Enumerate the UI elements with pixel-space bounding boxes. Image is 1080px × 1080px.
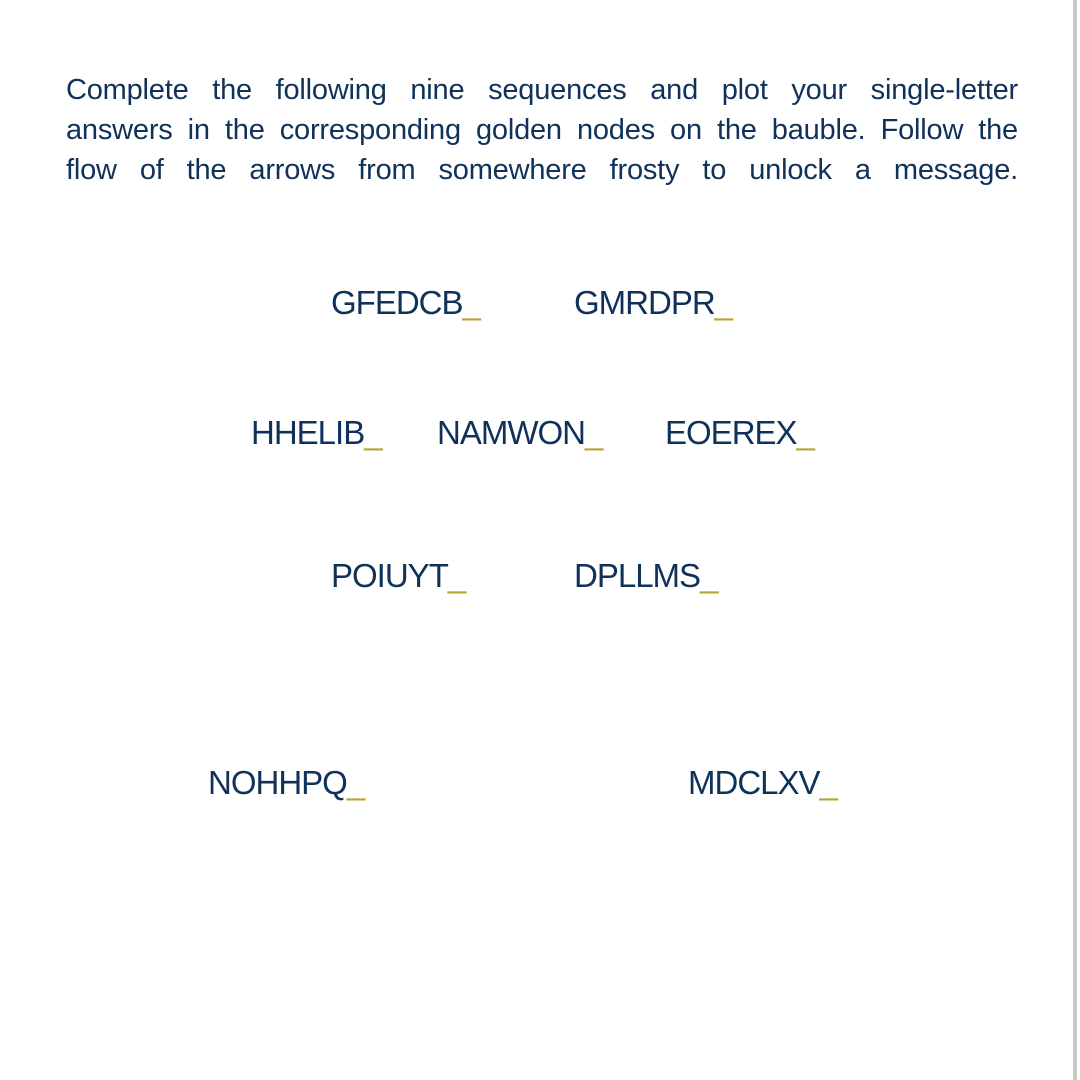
answer-blank: _ (447, 557, 467, 594)
sequence-letters: MDCLXV (688, 764, 820, 801)
sequence-letters: HHELIB (251, 414, 365, 451)
instructions-line-2: answers in the corresponding golden nodes on the bauble. Follow the (66, 114, 1018, 146)
instructions (66, 70, 1018, 190)
sequence-letters: POIUYT (331, 557, 448, 594)
sequence-poiuyt (331, 556, 466, 596)
sequence-letters: NOHHPQ (208, 764, 347, 801)
sequence-eoerex (665, 413, 815, 453)
instructions-line-3: flow of the arrows from somewhere frosty to unlock a message. (66, 154, 1018, 186)
sequence-letters: NAMWON (437, 414, 585, 451)
sequence-letters: EOEREX (665, 414, 797, 451)
answer-blank: _ (819, 764, 838, 801)
answer-blank: _ (700, 557, 719, 594)
sequence-namwon (437, 413, 603, 453)
sequence-letters: DPLLMS (574, 557, 701, 594)
page-edge-divider (1073, 0, 1077, 1080)
answer-blank: _ (364, 414, 383, 451)
answer-blank: _ (346, 764, 366, 801)
instructions-line-1: Complete the following nine sequences and plot your single-letter (66, 74, 1018, 106)
sequence-gmrdpr (574, 283, 733, 323)
sequence-mdclxv (688, 763, 838, 803)
sequence-hhelib (251, 413, 383, 453)
sequence-nohhpq (208, 763, 365, 803)
answer-blank: _ (714, 284, 734, 321)
answer-blank: _ (462, 284, 481, 321)
sequence-letters: GMRDPR (574, 284, 715, 321)
sequence-dpllms (574, 556, 718, 596)
answer-blank: _ (796, 414, 815, 451)
sequence-letters: GFEDCB (331, 284, 463, 321)
sequence-gfedcb (331, 283, 481, 323)
answer-blank: _ (584, 414, 604, 451)
